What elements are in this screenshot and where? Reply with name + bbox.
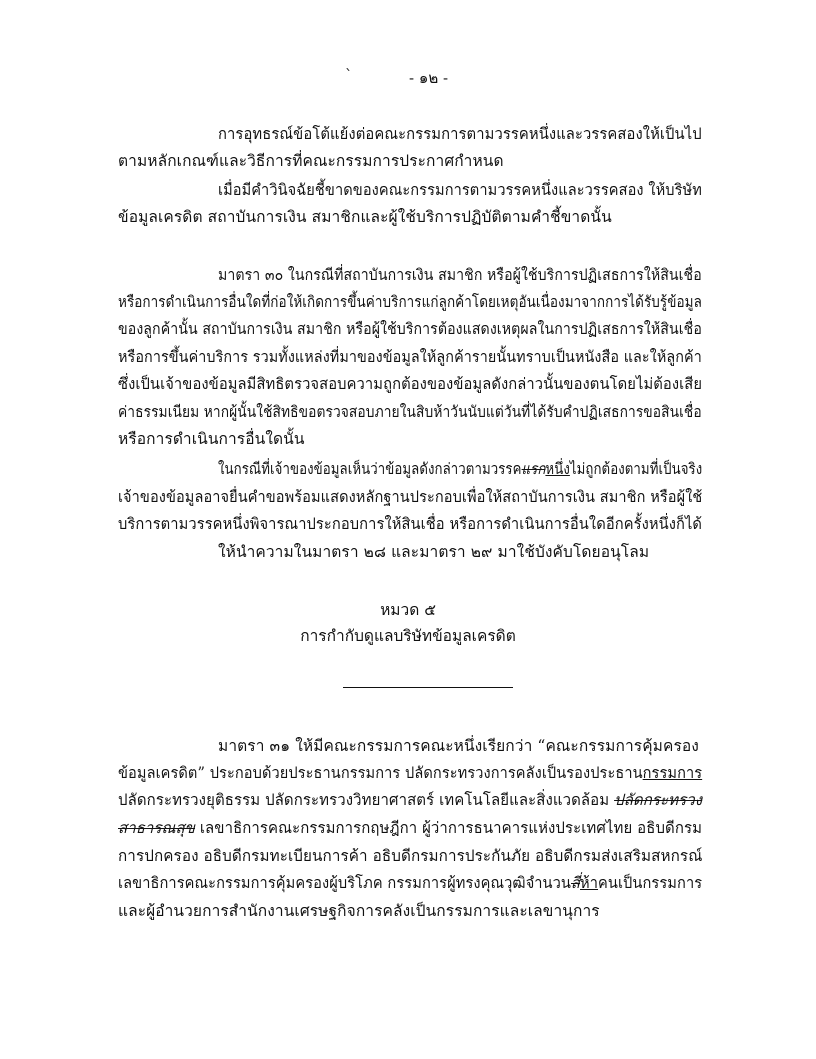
section31-line6-text-b: คนเป็นกรรมการ bbox=[598, 874, 703, 892]
para3-line2: เจ้าของข้อมูลอาจยื่นคำขอพร้อมแสดงหลักฐานประกอบเพื่อให้สถาบันการเงิน สมาชิก หรือผู้ใช้ bbox=[118, 488, 703, 506]
para2-line2: ข้อมูลเครดิต สถาบันการเงิน สมาชิกและผู้ใช้บริการปฏิบัติตามคำชี้ขาดนั้น bbox=[118, 208, 612, 226]
section31-line4-text: เลขาธิการคณะกรรมการกฤษฎีกา ผู้ว่าการธนาคารแห่งประเทศไทย อธิบดีกรม bbox=[194, 819, 703, 837]
section30-line1: มาตรา ๓๐ ในกรณีที่สถาบันการเงิน สมาชิก หรือผู้ใช้บริการปฏิเสธการให้สินเชื่อ bbox=[218, 266, 702, 284]
section30-line3: ของลูกค้านั้น สถาบันการเงิน สมาชิก หรือผู้ใช้บริการต้องแสดงเหตุผลในการปฏิเสธการให้สินเชื่อ bbox=[118, 320, 702, 338]
section31-line3 bbox=[118, 790, 702, 810]
section31-line5: การปกครอง อธิบดีกรมทะเบียนการค้า อธิบดีกรมการประกันภัย อธิบดีกรมส่งเสริมสหกรณ์ bbox=[118, 847, 703, 865]
section31-line4 bbox=[118, 818, 702, 838]
para3-line1 bbox=[218, 459, 702, 479]
section30-line6: ค่าธรรมเนียม หากผู้นั้นใช้สิทธิขอตรวจสอบภายในสิบห้าวันนับแต่วันที่ได้รับคำปฏิเสธการขอสินเชื่อ bbox=[118, 403, 702, 421]
section31-line2 bbox=[118, 763, 702, 783]
section31-line1: มาตรา ๓๑ ให้มีคณะกรรมการคณะหนึ่งเรียกว่า “คณะกรรมการคุ้มครอง bbox=[218, 737, 699, 755]
inserted-word: ห้า bbox=[580, 874, 599, 892]
inserted-word: กรรมการ bbox=[642, 764, 703, 782]
para1-line2: ตามหลักเกณฑ์และวิธีการที่คณะกรรมการประกาศกำหนด bbox=[118, 152, 504, 170]
section31-line6 bbox=[118, 873, 702, 893]
para3-line1-text-a: ในกรณีที่เจ้าของข้อมูลเห็นว่าข้อมูลดังกล่าวตามวรรค bbox=[218, 460, 522, 478]
struck-word: สี่ bbox=[571, 874, 581, 892]
section31-line7: และผู้อำนวยการสำนักงานเศรษฐกิจการคลังเป็นกรรมการและเลขานุการ bbox=[118, 902, 600, 920]
para2-line1: เมื่อมีคำวินิจฉัยชี้ขาดของคณะกรรมการตามวรรคหนึ่งและวรรคสอง ให้บริษัท bbox=[218, 181, 702, 199]
section30-line4: หรือการขึ้นค่าบริการ รวมทั้งแหล่งที่มาของข้อมูลให้ลูกค้ารายนั้นทราบเป็นหนังสือ และให้ลูกค้า bbox=[118, 348, 702, 366]
section-divider bbox=[343, 687, 513, 688]
section31-line6-text-a: เลขาธิการคณะกรรมการคุ้มครองผู้บริโภค กรรมการผู้ทรงคุณวุฒิจำนวน bbox=[118, 874, 572, 892]
section30-line7: หรือการดำเนินการอื่นใดนั้น bbox=[118, 430, 305, 448]
inserted-word: หนึ่ง bbox=[545, 460, 570, 478]
para3-line3: บริการตามวรรคหนึ่งพิจารณาประกอบการให้สินเชื่อ หรือการดำเนินการอื่นใดอีกครั้งหนึ่งก็ได้ bbox=[118, 515, 703, 533]
para1-line1: การอุทธรณ์ข้อโต้แย้งต่อคณะกรรมการตามวรรคหนึ่งและวรรคสองให้เป็นไป bbox=[218, 125, 702, 143]
struck-word: แรก bbox=[521, 460, 546, 478]
stray-mark: ` bbox=[345, 66, 353, 84]
section31-line3-text: ปลัดกระทรวงยุติธรรม ปลัดกระทรวงวิทยาศาสตร์ เทคโนโลยีและสิ่งแวดล้อม bbox=[118, 791, 615, 809]
page-number: - ๑๒ - bbox=[409, 69, 449, 87]
chapter-heading: หมวด ๕ bbox=[380, 601, 436, 619]
section30-line5: ซึ่งเป็นเจ้าของข้อมูลมีสิทธิตรวจสอบความถูกต้องของข้อมูลดังกล่าวนั้นของตนโดยไม่ต้องเสีย bbox=[118, 375, 703, 393]
struck-word: ปลัดกระทรวง bbox=[614, 791, 703, 809]
struck-word: สาธารณสุข bbox=[118, 819, 195, 837]
section30-line2: หรือการดำเนินการอื่นใดที่ก่อให้เกิดการขึ้นค่าบริการแก่ลูกค้าโดยเหตุอันเนื่องมาจากการได้รับรู้ข้อมูล bbox=[118, 293, 702, 311]
para4-line1: ให้นำความในมาตรา ๒๘ และมาตรา ๒๙ มาใช้บังคับโดยอนุโลม bbox=[218, 543, 650, 561]
para3-line1-text-b: ไม่ถูกต้องตามที่เป็นจริง bbox=[569, 460, 703, 478]
section31-line2-text: ข้อมูลเครดิต” ประกอบด้วยประธานกรรมการ ปลัดกระทรวงการคลังเป็นรองประธาน bbox=[118, 764, 643, 782]
chapter-title: การกำกับดูแลบริษัทข้อมูลเครดิต bbox=[300, 627, 516, 645]
